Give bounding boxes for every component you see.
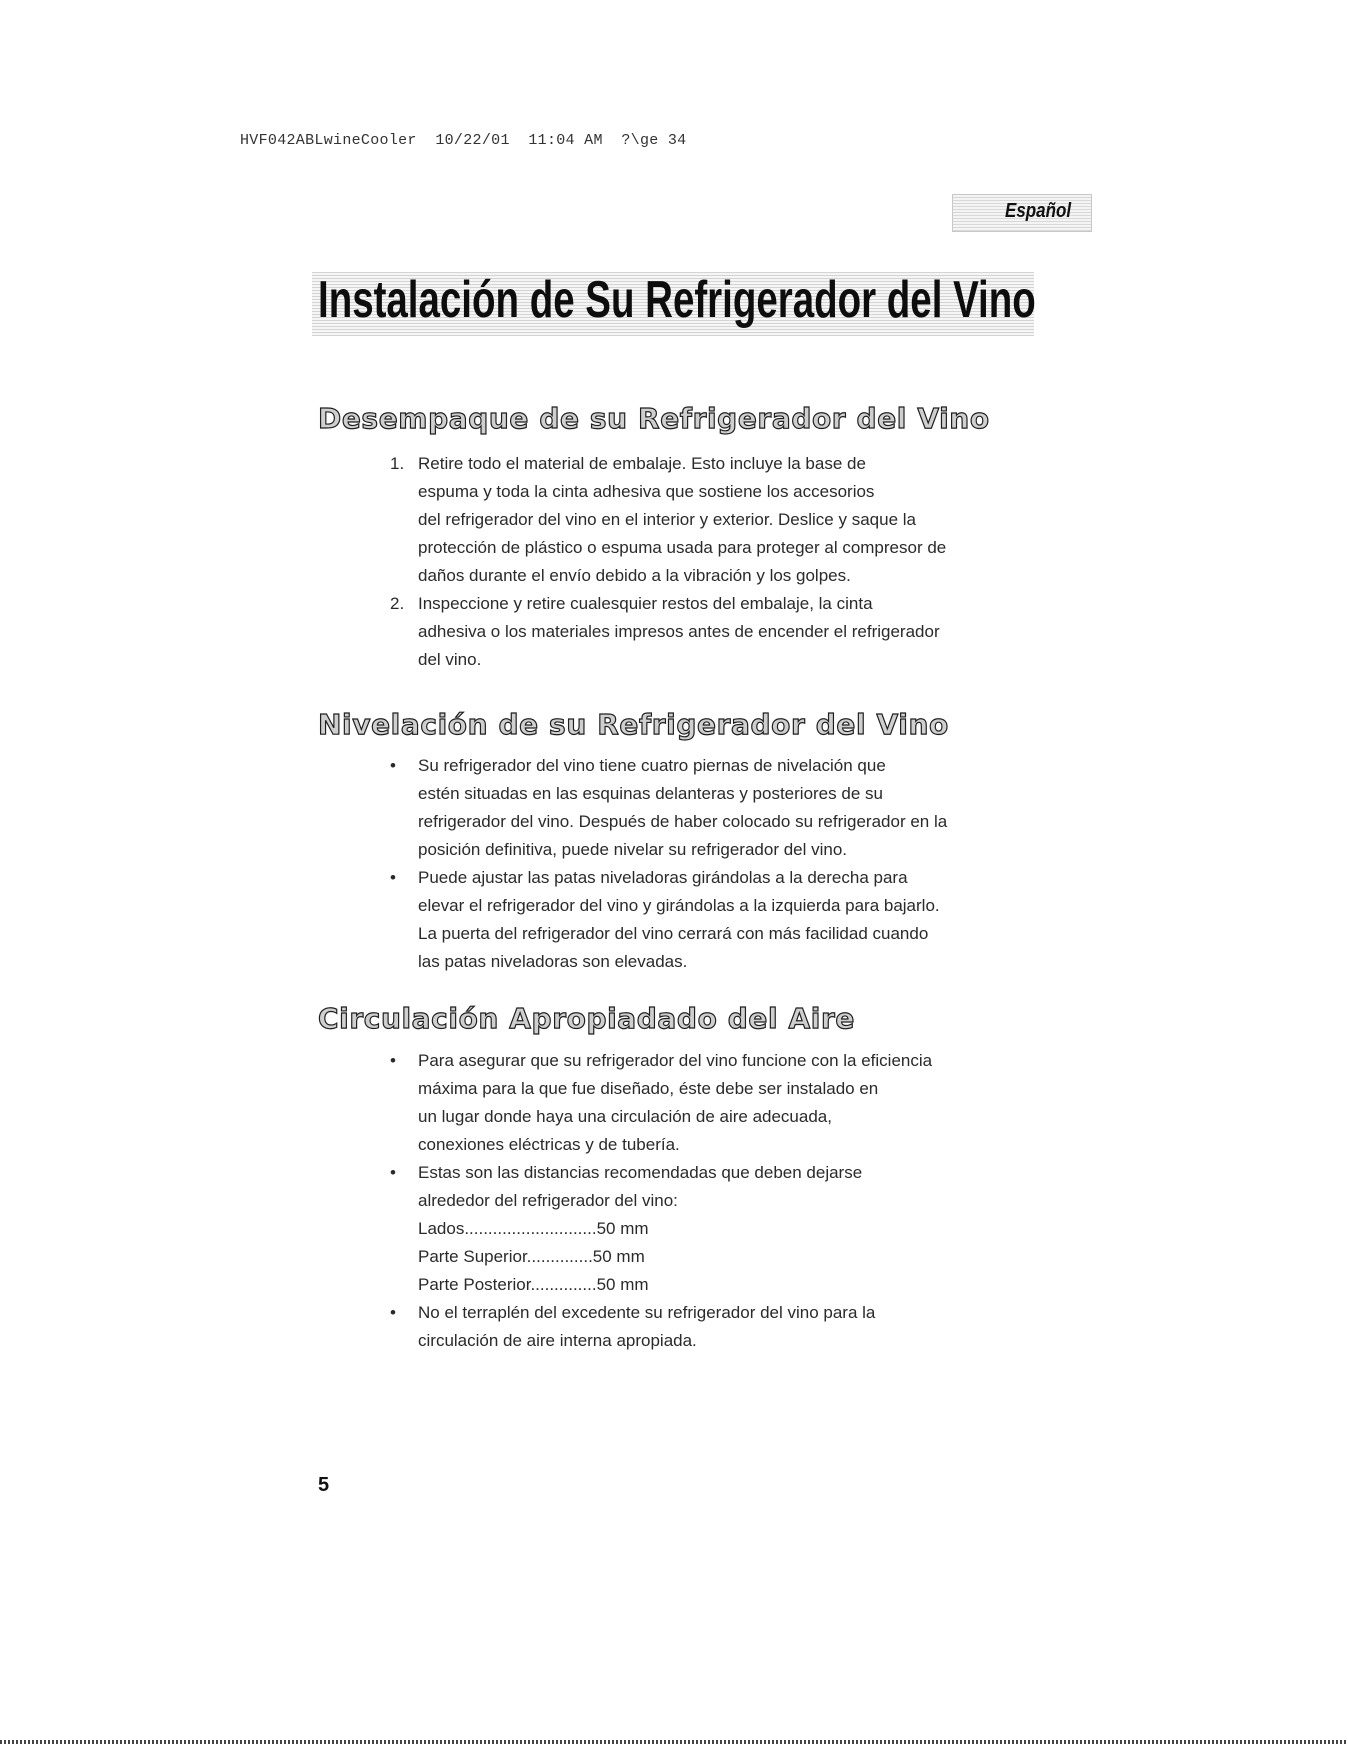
text-line: conexiones eléctricas y de tubería. xyxy=(418,1135,680,1154)
print-header: HVF042ABLwineCooler 10/22/01 11:04 AM ?\ge 34 xyxy=(240,132,687,149)
list-item xyxy=(390,1299,1050,1355)
bottom-rule xyxy=(0,1740,1348,1744)
text-line: Inspeccione y retire cualesquier restos del embalaje, la cinta xyxy=(418,594,873,613)
text-line: La puerta del refrigerador del vino cerrará con más facilidad cuando xyxy=(418,924,929,943)
text-line: circulación de aire interna apropiada. xyxy=(418,1331,697,1350)
language-tab xyxy=(952,194,1092,232)
text-line: del vino. xyxy=(418,650,482,669)
text-line: Para asegurar que su refrigerador del vino funcione con la eficiencia xyxy=(418,1051,933,1070)
list-item xyxy=(390,1047,1050,1159)
unpacking-list xyxy=(390,450,1050,674)
text-line: protección de plástico o espuma usada para proteger al compresor de xyxy=(418,538,947,557)
leveling-list xyxy=(390,752,1050,976)
section-heading-unpacking: Desempaque de su Refrigerador del Vino xyxy=(318,402,990,435)
list-item xyxy=(390,450,1050,590)
text-line: un lugar donde haya una circulación de aire adecuada, xyxy=(418,1107,832,1126)
distance-row-sides: Lados............................50 mm xyxy=(418,1219,649,1238)
bullet-icon: • xyxy=(390,756,396,775)
text-line: Estas son las distancias recomendadas que deben dejarse xyxy=(418,1163,863,1182)
text-line: Puede ajustar las patas niveladoras girándolas a la derecha para xyxy=(418,868,908,887)
text-line: estén situadas en las esquinas delanteras y posteriores de su xyxy=(418,784,883,803)
distance-row-back: Parte Posterior..............50 mm xyxy=(418,1275,649,1294)
distance-row-top: Parte Superior..............50 mm xyxy=(418,1247,645,1266)
text-line: Retire todo el material de embalaje. Esto incluye la base de xyxy=(418,454,866,473)
text-line: alrededor del refrigerador del vino: xyxy=(418,1191,678,1210)
list-item xyxy=(390,1159,1050,1299)
language-tab-label: Español xyxy=(1005,200,1072,222)
text-line: espuma y toda la cinta adhesiva que sostiene los accesorios xyxy=(418,482,875,501)
text-line: adhesiva o los materiales impresos antes de encender el refrigerador xyxy=(418,622,940,641)
text-line: las patas niveladoras son elevadas. xyxy=(418,952,688,971)
bullet-icon: • xyxy=(390,1303,396,1322)
bullet-icon: • xyxy=(390,1051,396,1070)
text-line: posición definitiva, puede nivelar su refrigerador del vino. xyxy=(418,840,848,859)
list-item xyxy=(390,864,1050,976)
page-number: 5 xyxy=(318,1474,330,1496)
page-title: Instalación de Su Refrigerador del Vino xyxy=(318,271,1036,329)
air-circulation-list xyxy=(390,1047,1050,1355)
text-line: daños durante el envío debido a la vibración y los golpes. xyxy=(418,566,851,585)
list-marker: 1. xyxy=(390,454,405,473)
text-line: Su refrigerador del vino tiene cuatro piernas de nivelación que xyxy=(418,756,886,775)
text-line: elevar el refrigerador del vino y girándolas a la izquierda para bajarlo. xyxy=(418,896,940,915)
text-line: del refrigerador del vino en el interior y exterior. Deslice y saque la xyxy=(418,510,916,529)
bullet-icon: • xyxy=(390,1163,396,1182)
text-line: refrigerador del vino. Después de haber colocado su refrigerador en la xyxy=(418,812,948,831)
section-heading-leveling: Nivelación de su Refrigerador del Vino xyxy=(318,708,949,741)
text-line: No el terraplén del excedente su refrigerador del vino para la xyxy=(418,1303,876,1322)
bullet-icon: • xyxy=(390,868,396,887)
list-item xyxy=(390,590,1050,674)
text-line: máxima para la que fue diseñado, éste debe ser instalado en xyxy=(418,1079,879,1098)
list-marker: 2. xyxy=(390,594,405,613)
section-heading-air-circulation: Circulación Apropiadado del Aire xyxy=(318,1002,855,1035)
list-item xyxy=(390,752,1050,864)
